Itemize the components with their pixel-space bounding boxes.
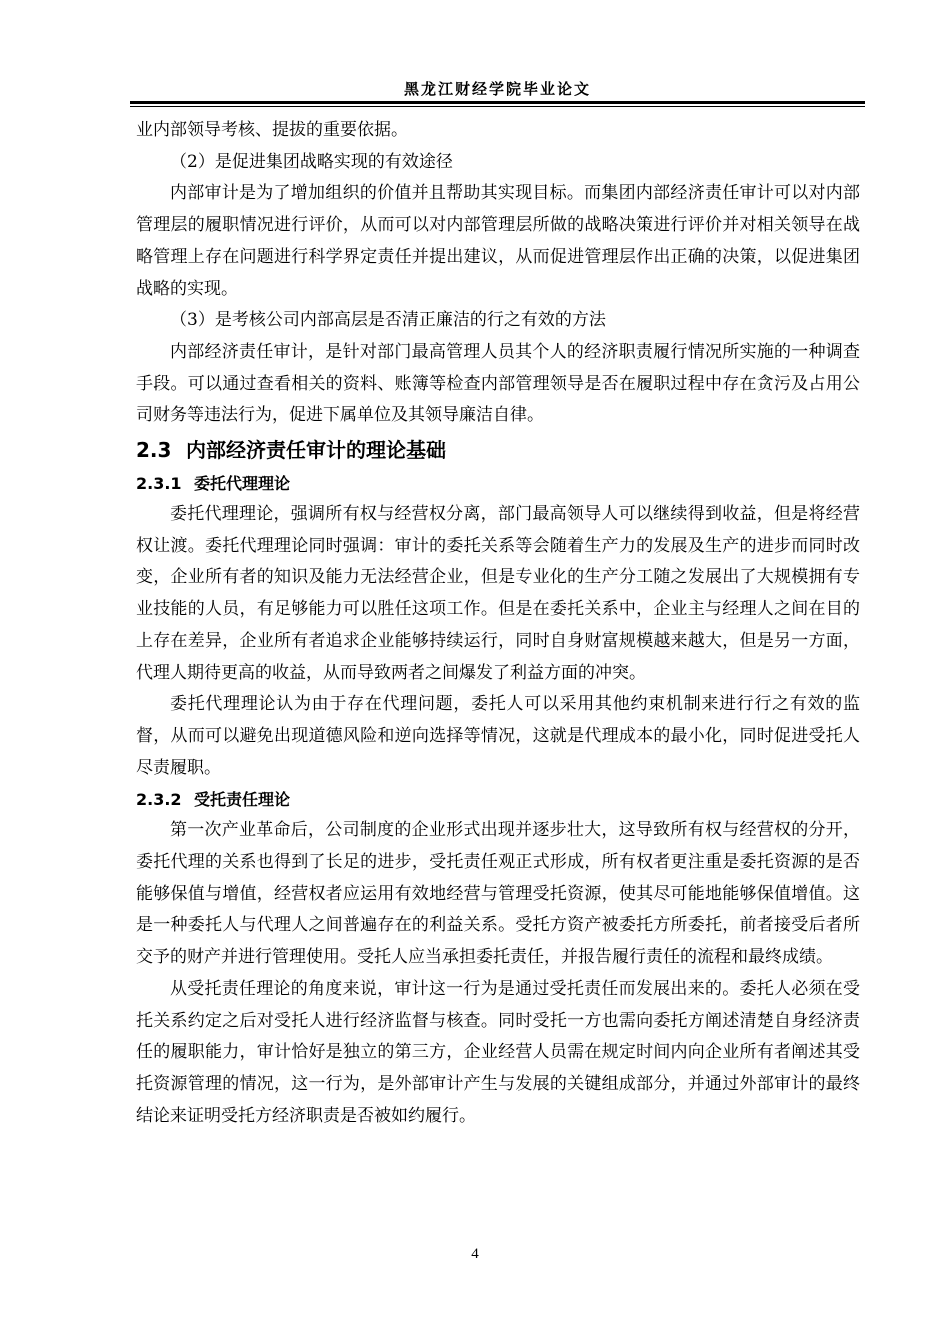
paragraph: 委托代理理论，强调所有权与经营权分离，部门最高领导人可以继续得到收益，但是将经营权让渡。委托代理理论同时强调：审计的委托关系等会随着生产力的发展及生产的进步而同时改变，企业所有者的知识及能力无法经营企业，但是专业化的生产分工随之发展出了大规模拥有专业技能的人员，有足够能力可以胜任这项工作。但是在委托关系中，企业主与经理人之间在目的上存在差异，企业所有者追求企业能够持续运行，同时自身财富规模越来越大，但是另一方面，代理人期待更高的收益，从而导致两者之间爆发了利益方面的冲突。	[136, 504, 860, 683]
list-item-3: （3）是考核公司内部高层是否清正廉洁的行之有效的方法	[170, 310, 606, 331]
paragraph: 从受托责任理论的角度来说，审计这一行为是通过受托责任而发展出来的。委托人必须在受托关系约定之后对受托人进行经济监督与核查。同时受托一方也需向委托方阐述清楚自身经济责任的履职能力，审计恰好是独立的第三方，企业经营人员需在规定时间内向企业所有者阐述其受托资源管理的情况，这一行为，是外部审计产生与发展的关键组成部分，并通过外部审计的最终结论来证明受托方经济职责是否被如约履行。	[136, 978, 860, 1126]
subsection-number: 2.3.1	[136, 474, 182, 494]
paragraph: 第一次产业革命后，公司制度的企业形式出现并逐步壮大，这导致所有权与经营权的分开，委托代理的关系也得到了长足的进步，受托责任观正式形成，所有权者更注重是委托资源的是否能够保值与增值，经营权者应运用有效地经营与管理受托资源，使其尽可能地能够保值增值。这是一种委托人与代理人之间普遍存在的利益关系。受托方资产被委托方所委托，前者接受后者所交予的财产并进行管理使用。受托人应当承担委托责任，并报告履行责任的流程和最终成绩。	[136, 820, 860, 968]
section-title: 内部经济责任审计的理论基础	[186, 438, 446, 463]
page-number: 4	[471, 1246, 479, 1262]
section-heading	[136, 432, 860, 468]
paragraph: 内部审计是为了增加组织的价值并且帮助其实现目标。而集团内部经济责任审计可以对内部管理层的履职情况进行评价，从而可以对内部管理层所做的战略决策进行评价并对相关领导在战略管理上存在问题进行科学界定责任并提出建议，从而促进管理层作出正确的决策，以促进集团战略的实现。	[136, 183, 860, 299]
list-item-2: （2）是促进集团战略实现的有效途径	[170, 151, 453, 172]
running-header: 黑龙江财经学院毕业论文	[403, 80, 591, 98]
paragraph-continuation: 业内部领导考核、提拔的重要依据。	[136, 120, 408, 140]
section-number: 2.3	[136, 438, 172, 463]
subsection-title: 委托代理理论	[194, 474, 291, 494]
subsection-number: 2.3.2	[136, 790, 182, 810]
body-text	[136, 115, 860, 1132]
header-rule-thick	[130, 101, 865, 104]
header-rule-thin	[130, 106, 865, 107]
paragraph: 内部经济责任审计，是针对部门最高管理人员其个人的经济职责履行情况所实施的一种调查手段。可以通过查看相关的资料、账簿等检查内部管理领导是否在履职过程中存在贪污及占用公司财务等违法行为，促进下属单位及其领导廉洁自律。	[136, 341, 860, 426]
paragraph: 委托代理理论认为由于存在代理问题，委托人可以采用其他约束机制来进行行之有效的监督，从而可以避免出现道德风险和逆向选择等情况，这就是代理成本的最小化，同时促进受托人尽责履职。	[136, 694, 860, 778]
subsection-title: 受托责任理论	[194, 790, 291, 810]
subsection-heading	[136, 468, 860, 499]
subsection-heading	[136, 784, 860, 815]
